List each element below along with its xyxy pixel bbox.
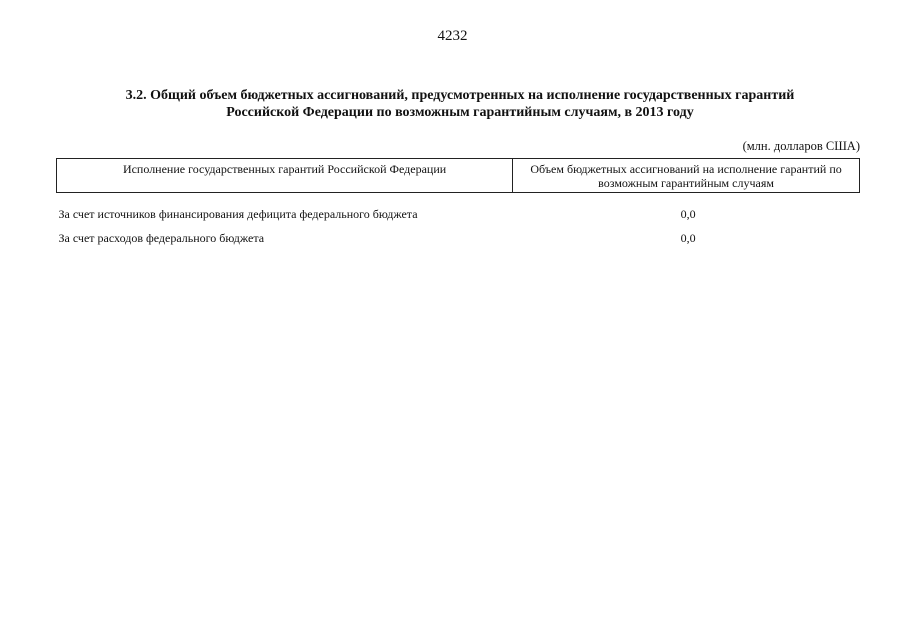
table-title-line-1: 3.2. Общий объем бюджетных ассигнований, предусмотренных на исполнение государственных гарантий — [125, 88, 795, 103]
column-header-budget-allocations-text: Объем бюджетных ассигнований на исполнение гарантий по возможным гарантийным случаям — [530, 162, 842, 190]
table-header-row — [57, 159, 860, 193]
units-note: (млн. долларов США) — [742, 139, 860, 153]
guarantees-table — [56, 158, 860, 246]
table-row — [57, 222, 860, 246]
row-label-budget-expenditures: За счет расходов федерального бюджета — [58, 231, 265, 245]
column-header-budget-allocations — [513, 159, 860, 193]
row-label-deficit-financing: За счет источников финансирования дефицита федерального бюджета — [58, 207, 418, 221]
table-row — [57, 193, 860, 223]
row-value-budget-expenditures: 0,0 — [680, 231, 696, 245]
column-header-guarantee-execution: Исполнение государственных гарантий Российской Федерации — [57, 159, 513, 193]
table-title — [60, 87, 860, 121]
row-value-deficit-financing: 0,0 — [680, 207, 696, 221]
page-number: 4232 — [437, 28, 468, 44]
table-title-line-2: Российской Федерации по возможным гарантийным случаям, в 2013 году — [226, 105, 694, 120]
